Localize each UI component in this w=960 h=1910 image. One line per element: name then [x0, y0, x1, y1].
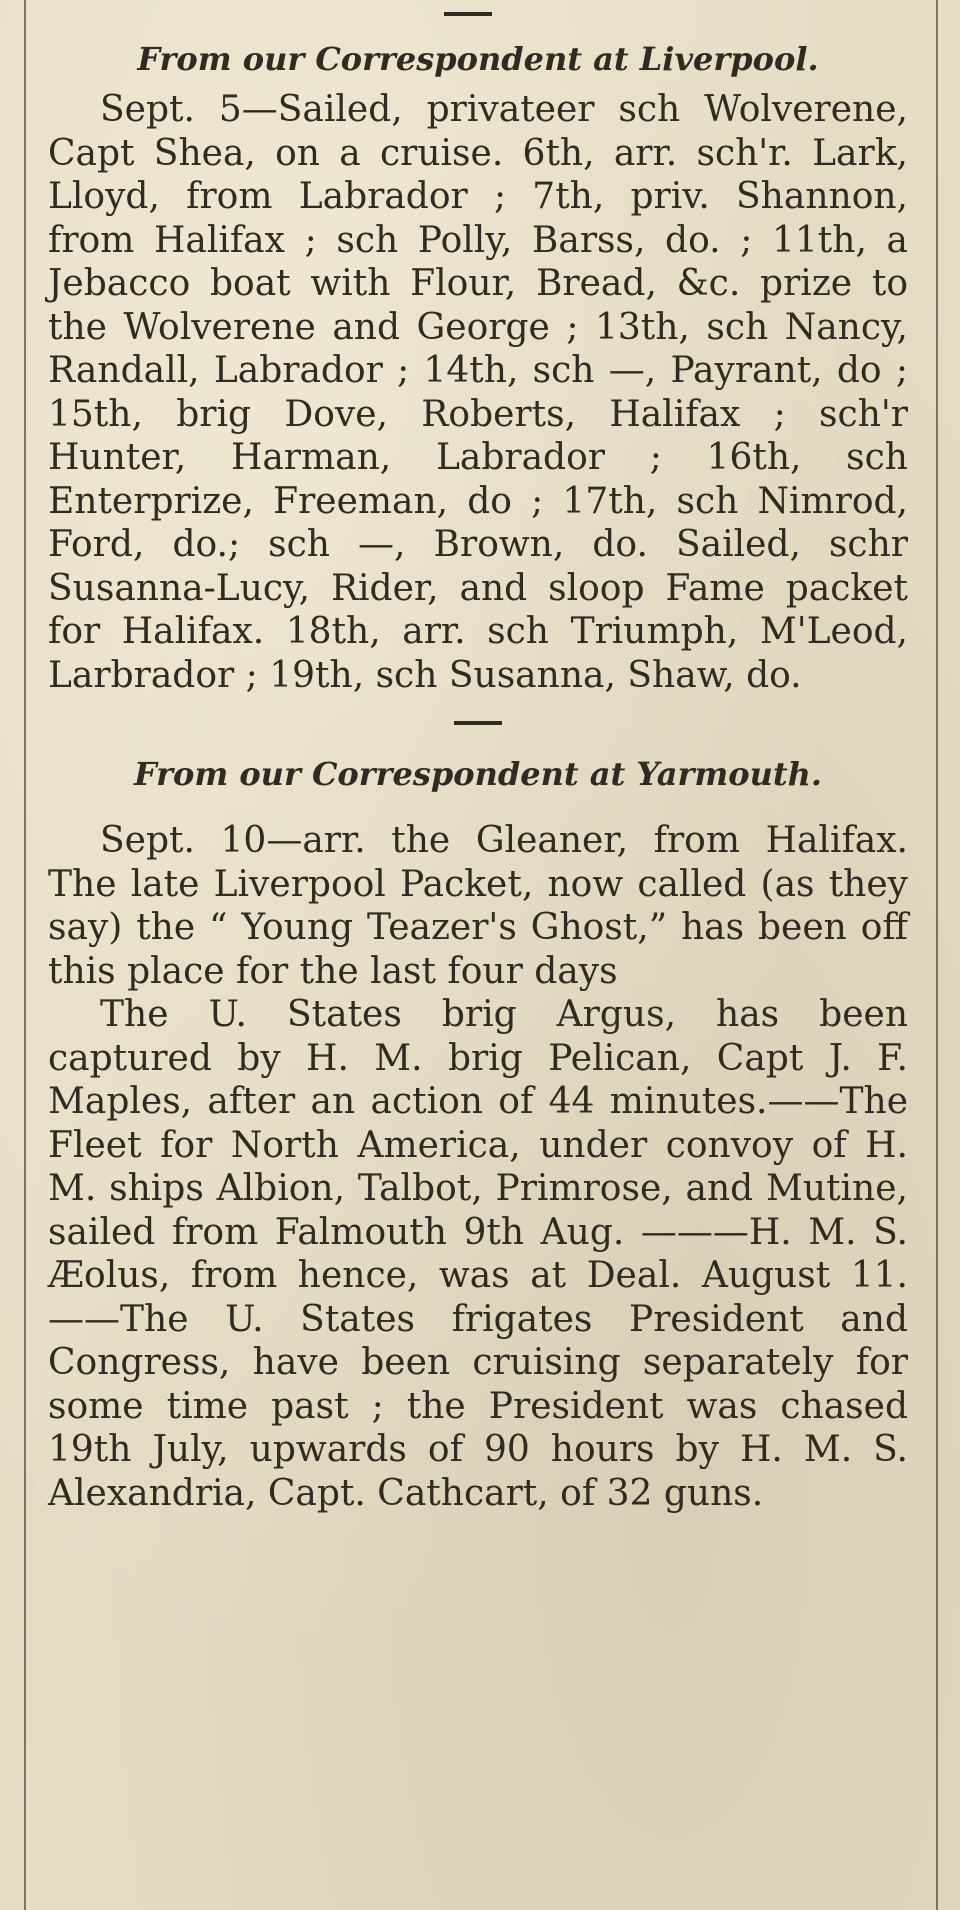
column-rule-left [24, 0, 26, 1910]
yarmouth-heading: From our Correspondent at Yarmouth. [133, 755, 823, 793]
liverpool-heading: From our Correspondent at Liverpool. [137, 40, 819, 78]
news-column [48, 34, 908, 1515]
yarmouth-report: Sept. 10—arr. the Gleaner, from Halifax. The late Liverpool Packet, now called (as they say) the “ Young Teazer's Ghost,” has been off this place for the last four days [48, 820, 908, 992]
separator-dash [454, 721, 502, 725]
naval-news-paragraph: The U. States brig Argus, has been captured by H. M. brig Pelican, Capt J. F. Maples, after an action of 44 minutes.——The Fleet for North America, under convoy of H. M. ships Albion, Talbot, Primrose, and Mutine, sailed from Falmouth 9th Aug. ———H. M. S. Æolus, from hence, was at Deal. August 11.——The U. States frigates President and Congress, have been cruising separately for some time past ; the President was chased 19th July, upwards of 90 hours by H. M. S. Alexandria, Capt. Cathcart, of 32 guns. [48, 994, 908, 1514]
top-dash-separator [444, 12, 492, 16]
section-separator [48, 697, 908, 749]
column-rule-right [936, 0, 938, 1910]
liverpool-report: Sept. 5—Sailed, privateer sch Wolverene, Capt Shea, on a cruise. 6th, arr. sch'r. Lark, Lloyd, from Labrador ; 7th, priv. Shannon, from Halifax ; sch Polly, Barss, do. ; 11th, a Jebacco boat with Flour, Bread, &c. prize to the Wolverene and George ; 13th, sch Nancy, Randall, Labrador ; 14th, sch —, Payrant, do ; 15th, brig Dove, Roberts, Halifax ; sch'r Hunter, Harman, Labrador ; 16th, sch Enterprize, Freeman, do ; 17th, sch Nimrod, Ford, do.; sch —, Brown, do. Sailed, schr Susanna-Lucy, Rider, and sloop Fame packet for Halifax. 18th, arr. sch Triumph, M'Leod, Larbrador ; 19th, sch Susanna, Shaw, do. [48, 89, 908, 696]
